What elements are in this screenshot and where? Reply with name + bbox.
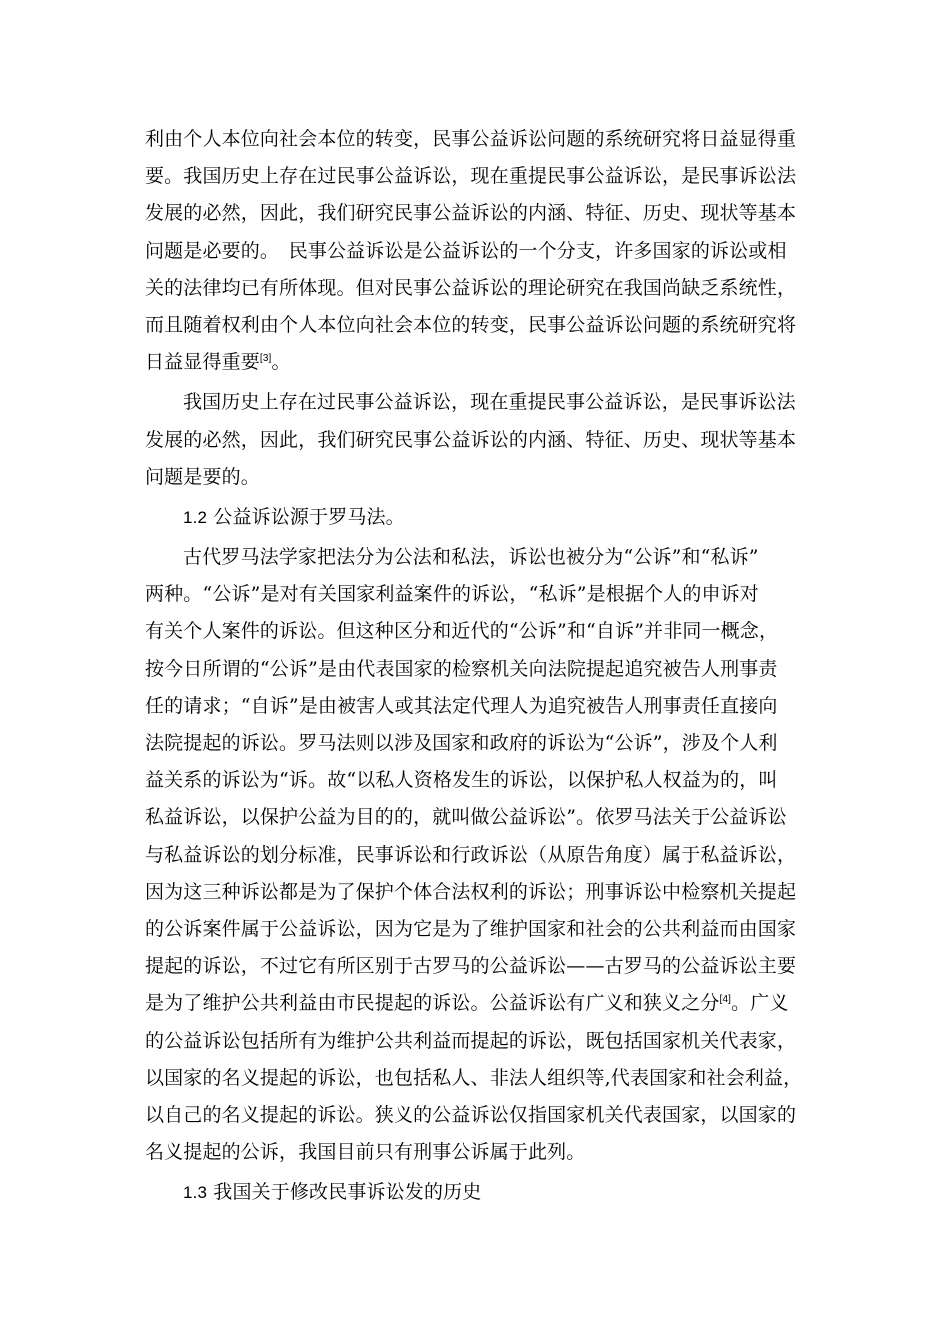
- text-line: [145, 985, 817, 1022]
- text-line: 任的请求；“自诉”是由被害人或其法定代理人为追究被告人刑事责任直接向: [145, 694, 778, 717]
- paragraph-3: [145, 539, 817, 1171]
- section-title: 公益诉讼源于罗马法。: [213, 505, 405, 528]
- text-line: 益关系的诉讼为“诉。故“以私人资格发生的诉讼，以保护私人权益为的，叫: [145, 769, 778, 792]
- text-line: 以自己的名义提起的诉讼。狭义的公益诉讼仅指国家机关代表国家，以国家的: [145, 1103, 797, 1126]
- paragraph-1: [145, 121, 817, 381]
- text-line: 因为这三种诉讼都是为了保护个体合法权利的诉讼；刑事诉讼中检察机关提起: [145, 880, 797, 903]
- section-title: 我国关于修改民事诉讼发的历史: [213, 1181, 482, 1204]
- text-line: 发展的必然，因此，我们研究民事公益诉讼的内涵、特征、历史、现状等基本: [145, 428, 797, 451]
- text-line: 利由个人本位向社会本位的转变，民事公益诉讼问题的系统研究将日益显得重: [145, 128, 797, 150]
- text-run: 。广义: [731, 992, 789, 1015]
- text-line: 与私益诉讼的划分标准，民事诉讼和行政诉讼（从原告角度）属于私益诉讼，: [145, 843, 797, 866]
- paragraph-2: [145, 384, 817, 496]
- text-line: 要。我国历史上存在过民事公益诉讼，现在重提民事公益诉讼，是民事诉讼法: [145, 165, 797, 188]
- text-line: 发展的必然，因此，我们研究民事公益诉讼的内涵、特征、历史、现状等基本: [145, 202, 797, 225]
- text-line: 以国家的名义提起的诉讼，也包括私人、非法人组织等,代表国家和社会利益，: [145, 1066, 803, 1089]
- text-line: 按今日所谓的“公诉”是由代表国家的检察机关向法院提起追究被告人刑事责: [145, 657, 778, 680]
- text-line: 名义提起的公诉，我国目前只有刑事公诉属于此列。: [145, 1141, 586, 1164]
- section-number: 1.3: [183, 1183, 208, 1203]
- section-number: 1.2: [183, 507, 208, 527]
- text-line: 有关个人案件的诉讼。但这种区分和近代的“公诉”和“自诉”并非同一概念，: [145, 620, 779, 643]
- text-line: 两种。“公诉”是对有关国家利益案件的诉讼，“私诉”是根据个人的申诉对: [145, 583, 759, 606]
- text-line: 而且随着权利由个人本位向社会本位的转变，民事公益诉讼问题的系统研究将: [145, 313, 797, 336]
- text-run: 是为了维护公共利益由市民提起的诉讼。公益诉讼有广义和狭义之分: [145, 992, 720, 1015]
- citation-ref: [4]: [719, 994, 732, 1006]
- section-heading: [145, 1174, 817, 1211]
- text-line: [145, 344, 817, 381]
- section-heading: [145, 499, 817, 536]
- text-line: 的公诉案件属于公益诉讼，因为它是为了维护国家和社会的公共利益而由国家: [145, 917, 797, 940]
- document-body: [145, 121, 817, 1211]
- text-line: 我国历史上存在过民事公益诉讼，现在重提民事公益诉讼，是民事诉讼法: [183, 391, 796, 414]
- text-line: 问题是要的。: [145, 465, 260, 488]
- text-line: 关的法律均已有所体现。但对民事公益诉讼的理论研究在我国尚缺乏系统性，: [145, 276, 797, 299]
- text-line: 私益诉讼，以保护公益为目的的，就叫做公益诉讼”。依罗马法关于公益诉讼: [145, 806, 787, 829]
- text-line: 提起的诉讼，不过它有所区别于古罗马的公益诉讼——古罗马的公益诉讼主要: [145, 955, 797, 978]
- citation-ref: [3]: [259, 353, 272, 365]
- text-line: 的公益诉讼包括所有为维护公共利益而提起的诉讼，既包括国家机关代表家，: [145, 1029, 797, 1052]
- text-line: 问题是必要的。 民事公益诉讼是公益诉讼的一个分支，许多国家的诉讼或相: [145, 239, 787, 262]
- text-line: 古代罗马法学家把法分为公法和私法，诉讼也被分为“公诉”和“私诉”: [183, 546, 759, 569]
- text-run: 。: [271, 351, 291, 374]
- text-line: 法院提起的诉讼。罗马法则以涉及国家和政府的诉讼为“公诉”，涉及个人利: [145, 732, 778, 754]
- text-run: 日益显得重要: [145, 351, 260, 374]
